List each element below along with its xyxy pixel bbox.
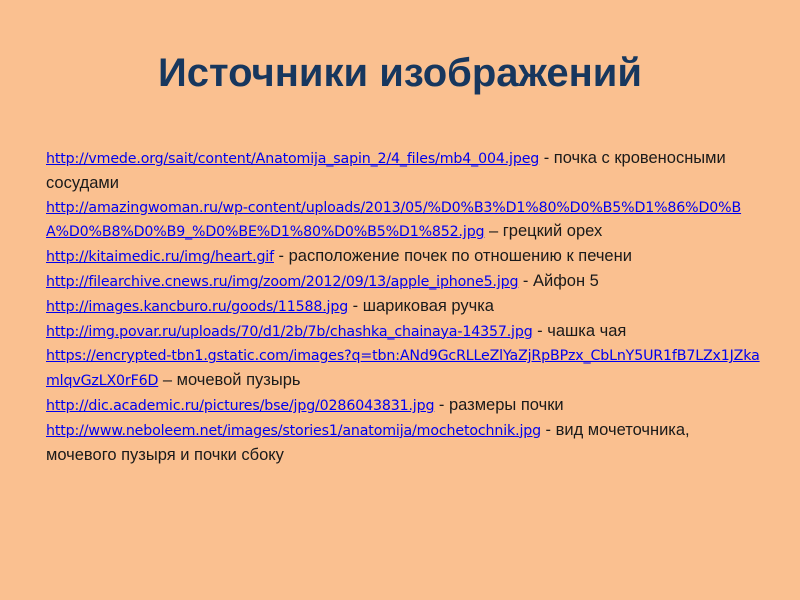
- source-link-8[interactable]: http://dic.academic.ru/pictures/bse/jpg/0286043831.jpg: [46, 397, 435, 414]
- source-desc-5: - шариковая ручка: [348, 296, 494, 315]
- sources-list: [46, 147, 762, 467]
- source-desc-6: - чашка чая: [532, 321, 627, 340]
- source-link-1[interactable]: http://vmede.org/sait/content/Anatomija_sapin_2/4_files/mb4_004.jpeg: [46, 151, 540, 167]
- source-item-4: [46, 270, 762, 295]
- source-link-7[interactable]: https://encrypted-tbn1.gstatic.com/images?q=tbn:ANd9GcRLLeZlYaZjRpBPzx_CbLnY5UR1fB7LZx1JZkamlqvGzLX0rF6D: [46, 348, 760, 390]
- source-item-7: [46, 344, 762, 394]
- source-item-1: [46, 147, 762, 196]
- source-desc-8: - размеры почки: [434, 395, 564, 414]
- source-link-9[interactable]: http://www.neboleem.net/images/stories1/anatomija/mochetochnik.jpg: [46, 422, 541, 439]
- source-desc-2: – грецкий орех: [484, 222, 603, 241]
- source-link-3[interactable]: http://kitaimedic.ru/img/heart.gif: [46, 249, 274, 266]
- source-link-2[interactable]: http://amazingwoman.ru/wp-content/uploads/2013/05/%D0%B3%D1%80%D0%B5%D1%86%D0%BA%D0%B8%D0%B9_%D0%BE%D1%80%D0%B5%D1%852.jpg: [46, 199, 742, 241]
- source-item-3: [46, 245, 762, 270]
- source-link-4[interactable]: http://filearchive.cnews.ru/img/zoom/2012/09/13/apple_iphone5.jpg: [46, 273, 519, 290]
- source-desc-4: - Айфон 5: [518, 271, 599, 290]
- source-link-6[interactable]: http://img.povar.ru/uploads/70/d1/2b/7b/chashka_chainaya-14357.jpg: [46, 323, 533, 340]
- source-item-8: [46, 394, 762, 419]
- source-link-5[interactable]: http://images.kancburo.ru/goods/11588.jpg: [46, 298, 349, 315]
- source-item-2: [46, 196, 762, 246]
- source-desc-9: - вид мочеточника, мочевого пузыря и почки сбоку: [46, 420, 690, 464]
- slide-title: Источники изображений: [158, 51, 642, 95]
- source-desc-3: - расположение почек по отношению к печени: [273, 247, 632, 266]
- source-item-5: [46, 295, 762, 320]
- source-item-6: [46, 320, 762, 345]
- source-desc-1: - почка с кровеносными сосудами: [46, 149, 726, 192]
- source-desc-7: – мочевой пузырь: [158, 371, 301, 390]
- source-item-9: [46, 419, 762, 468]
